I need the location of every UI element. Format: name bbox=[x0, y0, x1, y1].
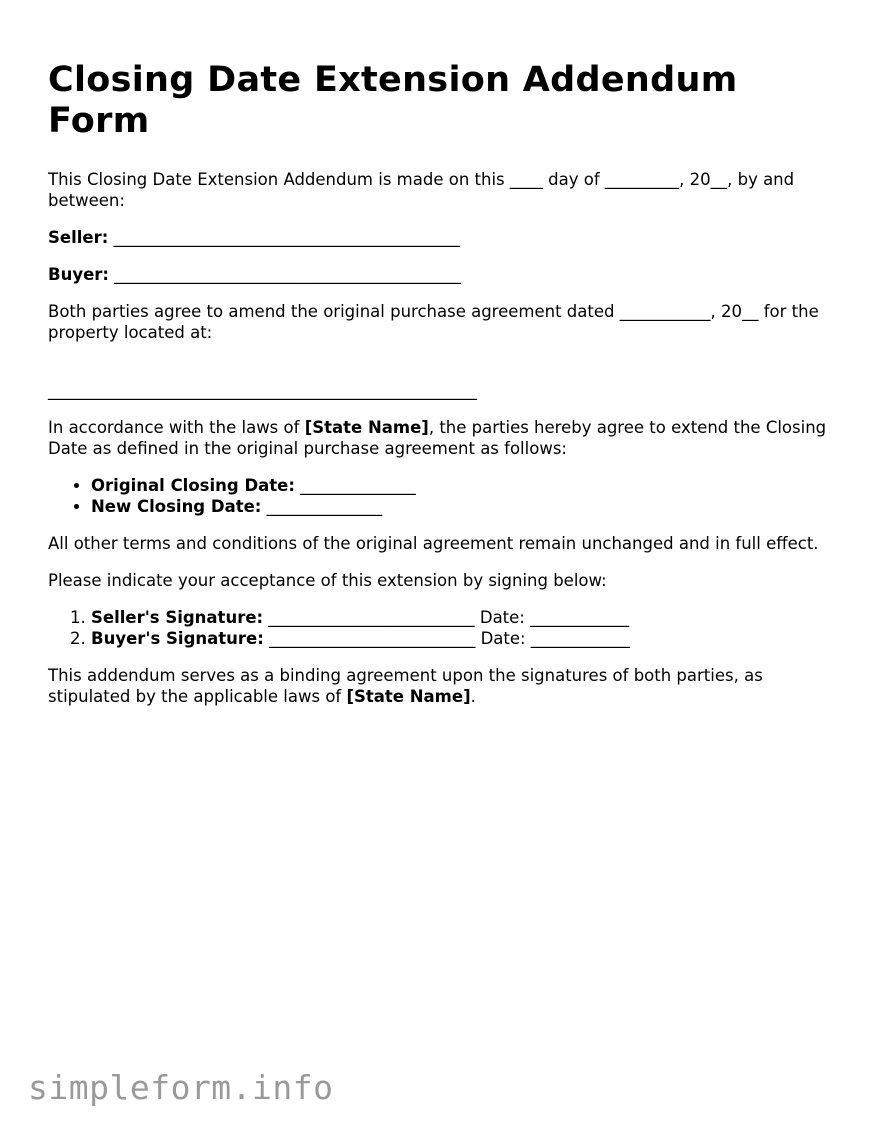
seller-label: Seller: bbox=[48, 228, 109, 247]
watermark: simpleform.info bbox=[28, 1068, 334, 1107]
original-closing-date-label: Original Closing Date: bbox=[91, 476, 295, 495]
acceptance-paragraph: Please indicate your acceptance of this extension by signing below: bbox=[48, 571, 607, 590]
binding-paragraph bbox=[48, 665, 838, 707]
laws-paragraph bbox=[48, 417, 838, 459]
state-name-placeholder: [State Name] bbox=[346, 687, 471, 706]
list-item bbox=[91, 475, 838, 496]
seller-line bbox=[48, 227, 838, 248]
original-closing-date-blank: ______________ bbox=[294, 476, 416, 495]
buyer-signature-blank: _________________________ Date: ____________ bbox=[263, 629, 630, 648]
list-item bbox=[91, 496, 838, 517]
list-item bbox=[91, 628, 838, 649]
state-name-placeholder: [State Name] bbox=[304, 418, 429, 437]
signatures-list bbox=[48, 607, 838, 649]
seller-signature-blank: _________________________ Date: ____________ bbox=[263, 608, 630, 627]
amend-paragraph: Both parties agree to amend the original purchase agreement dated ___________, 20__ for the property located at: bbox=[48, 302, 819, 342]
buyer-label: Buyer: bbox=[48, 265, 110, 284]
other-terms-paragraph: All other terms and conditions of the original agreement remain unchanged and in full effect. bbox=[48, 534, 819, 553]
buyer-line bbox=[48, 264, 838, 285]
laws-text-after: , the parties hereby agree to extend the Closing Date as defined in the original purchase agreement as follows: bbox=[48, 418, 827, 458]
new-closing-date-label: New Closing Date: bbox=[91, 497, 262, 516]
buyer-blank: __________________________________________ bbox=[109, 265, 461, 284]
document-page bbox=[48, 60, 838, 707]
closing-dates-list bbox=[48, 475, 838, 517]
property-address-blank: ____________________________________________________ bbox=[48, 381, 477, 400]
new-closing-date-blank: ______________ bbox=[261, 497, 383, 516]
laws-text-before: In accordance with the laws of bbox=[48, 418, 305, 437]
page-title: Closing Date Extension Addendum Form bbox=[48, 60, 738, 141]
binding-text-before: This addendum serves as a binding agreement upon the signatures of both parties, as stipulated by the applicable laws of bbox=[48, 666, 763, 706]
seller-signature-label: Seller's Signature: bbox=[91, 608, 264, 627]
seller-blank: __________________________________________ bbox=[108, 228, 461, 247]
buyer-signature-label: Buyer's Signature: bbox=[91, 629, 264, 648]
binding-text-after: . bbox=[470, 687, 476, 706]
list-item bbox=[91, 607, 838, 628]
intro-paragraph: This Closing Date Extension Addendum is made on this ____ day of _________, 20__, by and between: bbox=[48, 170, 795, 210]
